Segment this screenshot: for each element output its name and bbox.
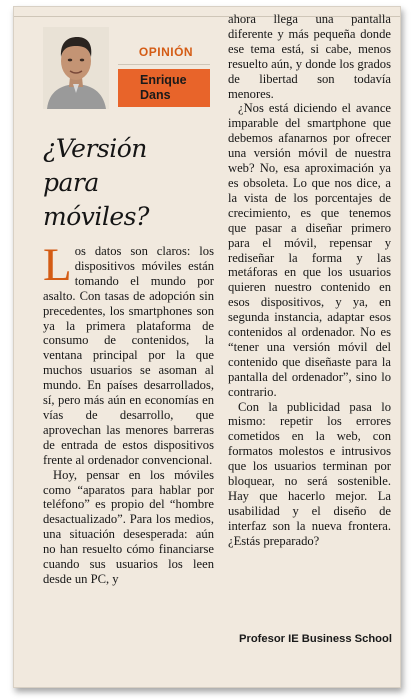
headline-line-1: ¿Versión (43, 134, 147, 163)
author-portrait-image (43, 27, 109, 109)
article-column-2 (228, 12, 391, 549)
author-box (118, 69, 210, 107)
section-label: OPINIÓN (138, 45, 194, 59)
article-column-1 (43, 239, 214, 587)
paragraph (43, 239, 214, 468)
author-photo (43, 27, 109, 109)
section-rule (118, 64, 210, 65)
paragraph: ¿Nos está diciendo el avance imparable del smartphone que debemos afanarnos por ofrecer una versión móvil de nuestra web? No, esa aproximación ya es obsoleta. Lo que nos dice, a la vista de los porcentajes de crecimiento, es que tenemos que pasar a diseñar primero para el móvil, repensar y rediseñar la forma y las metáforas en que los usuarios quieren nuestro contenido en esos dispositivos, y ya, en segunda instancia, adaptar esos contenidos al ordenador. No es “tener una versión móvil del contenido que diseñaste para la pantalla del ordenador”, sino lo contrario. (228, 101, 391, 399)
author-last-name: Dans (140, 88, 171, 102)
headline (43, 132, 223, 234)
paragraph-text: os datos son claros: los dispositivos móviles están tomando el mundo por asalto. Con tasas de adopción sin precedentes, los smartphones son ya la primera plataforma de consumo de contenidos, la ventana principal por la que muchos usuarios se asoman al mundo. En países desarrollados, sí, pero más aún en economías en vías de desarrollo, que aprovechan las menores barreras de entrada de estos dispositivos frente al ordenador convencional. (43, 244, 214, 467)
paragraph: Hoy, pensar en los móviles como “aparatos para hablar por teléfono” es propio del “hombre desactualizado”. Para los medios, una situación desesperada: aún no han resuelto cómo financiarse cuando sus usuarios los leen desde un PC, y (43, 467, 214, 586)
headline-line-3: móviles? (43, 202, 149, 231)
author-first-name: Enrique (140, 73, 187, 87)
headline-line-2: para (43, 168, 99, 197)
newspaper-clipping (13, 6, 401, 688)
paragraph: Con la publicidad pasa lo mismo: repetir los errores cometidos en la web, con formatos molestos e intrusivos que los usuarios terminan por bloquear, no será sostenible. Hay que hacerlo mejor. La usabilidad y el diseño de interfaz son la nueva frontera. ¿Estás preparado? (228, 399, 391, 548)
drop-cap: L (43, 239, 72, 291)
author-signature: Profesor IE Business School (239, 633, 392, 645)
author-name (118, 69, 210, 103)
paragraph: ahora llega una pantalla diferente y más pequeña donde ese tema está, si cabe, menos resuelto aún, y donde los grados de libertad son todavía menores. (228, 12, 391, 101)
